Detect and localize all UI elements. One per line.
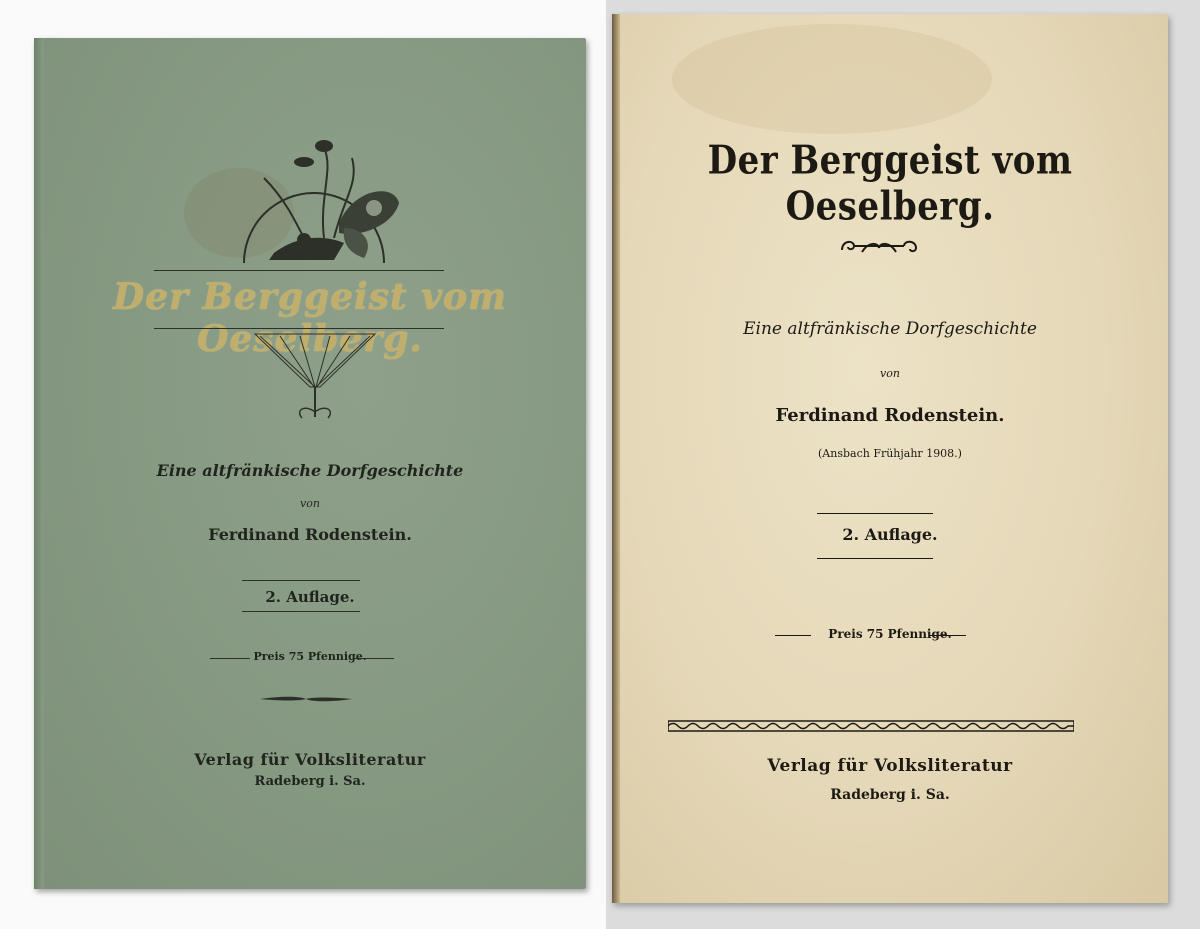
price-rule-right [354,658,394,659]
title-page-von: von [880,367,900,380]
cover-subtitle: Eine altfränkische Dorfgeschichte [156,461,464,480]
book-front-cover [34,38,586,889]
edition-rule-bottom [817,558,933,559]
title-page-edition: 2. Auflage. [842,525,938,544]
cover-von: von [300,497,320,510]
cover-title: Der Berggeist vom Oeselberg. [112,276,508,360]
book-title-page [612,14,1168,903]
title-rule-top [154,270,444,271]
title-page-price: Preis 75 Pfennige. [828,627,952,641]
publisher-border-ornament [668,720,1074,732]
price-rule-right [930,635,966,636]
cover-place: Radeberg i. Sa. [254,774,366,789]
cover-author: Ferdinand Rodenstein. [208,525,412,544]
title-rule-bottom [154,328,444,329]
title-page-author: Ferdinand Rodenstein. [775,405,1005,426]
title-page-date: (Ansbach Frühjahr 1908.) [818,447,962,460]
title-page-subtitle: Eine altfränkische Dorfgeschichte [743,319,1037,339]
divider-ornament [260,694,352,704]
page-stain [672,24,992,134]
plant-ornament [250,332,380,422]
title-page-publisher: Verlag für Volksliteratur [767,756,1013,776]
edition-rule-top [817,513,933,514]
fairy-vignette-illustration [224,128,404,268]
title-scroll-ornament [838,236,920,256]
title-page-place: Radeberg i. Sa. [830,787,950,803]
title-page-title: Der Berggeist vom Oeselberg. [707,138,1073,230]
cover-publisher: Verlag für Volksliteratur [194,750,426,769]
cover-edition: 2. Auflage. [265,588,355,606]
cover-price: Preis 75 Pfennige. [253,650,367,663]
